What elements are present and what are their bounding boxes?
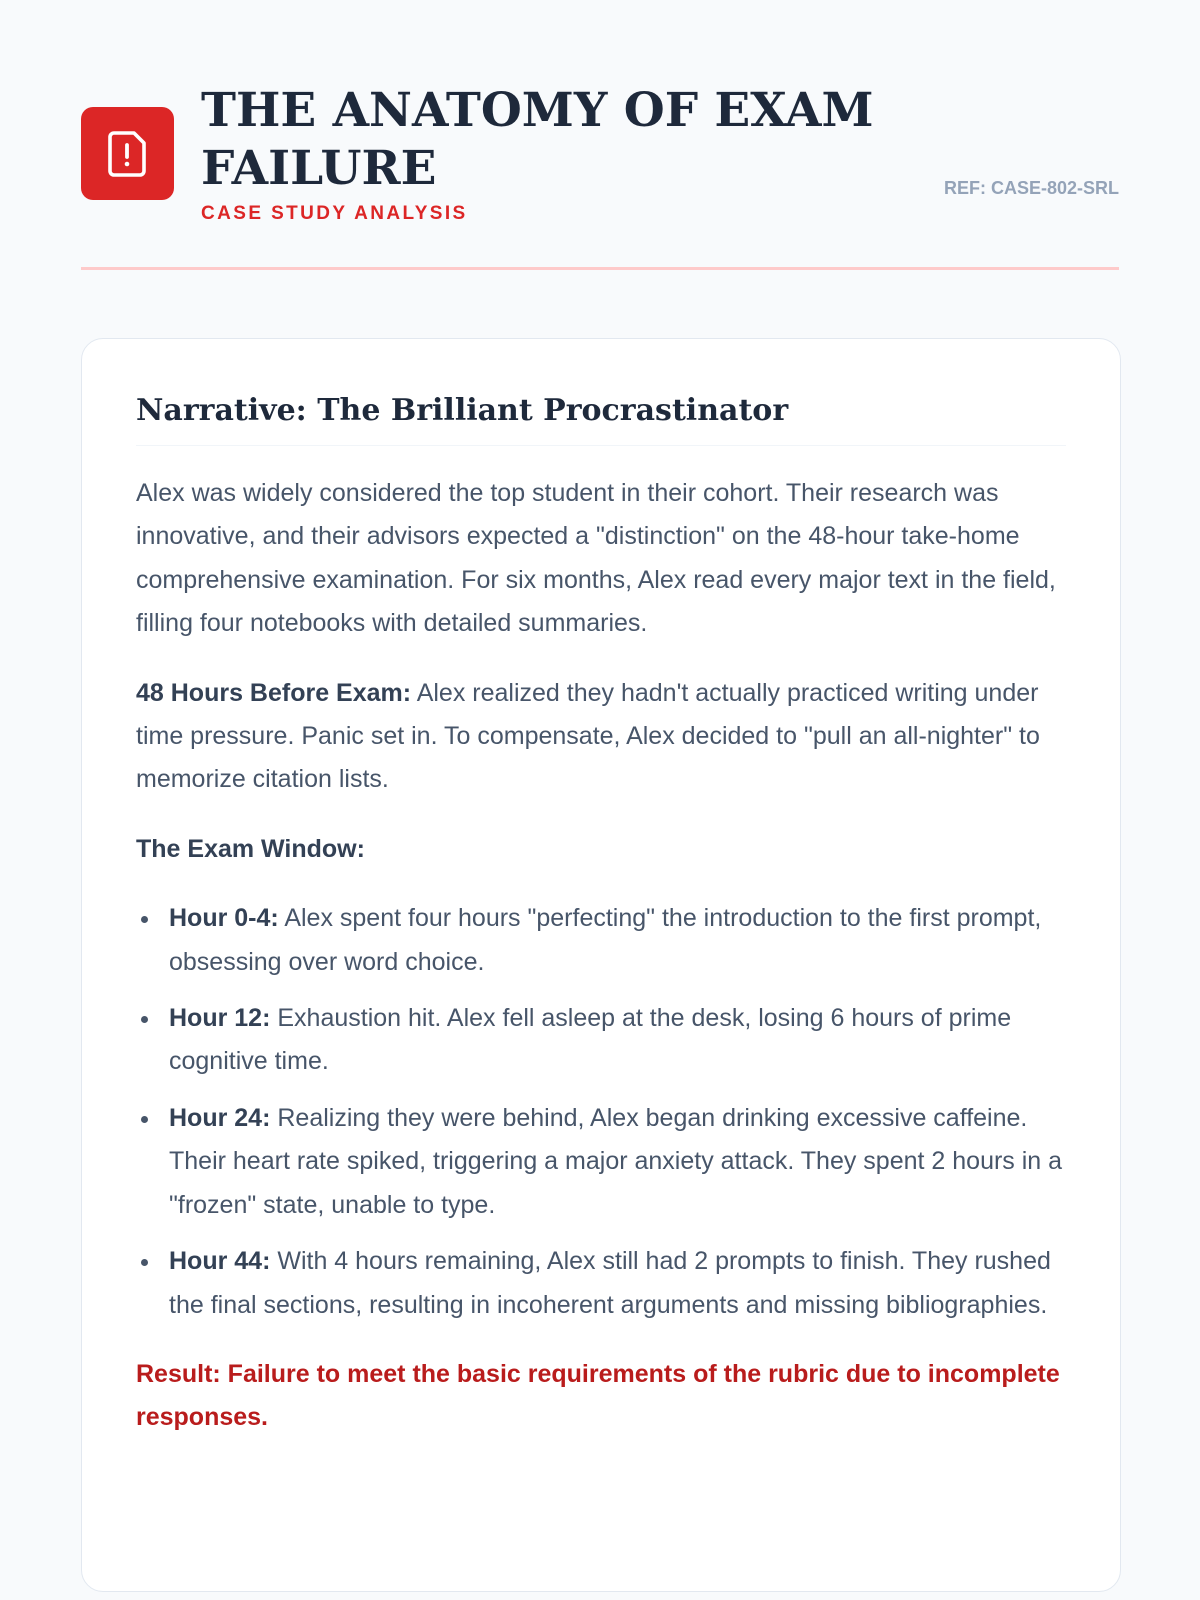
timeline-item-label: Hour 44: (169, 1247, 271, 1276)
bullet-icon (141, 1259, 148, 1266)
file-alert-icon (81, 107, 174, 200)
bullet-icon (141, 1016, 148, 1023)
bullet-icon (141, 1116, 148, 1123)
before-exam-paragraph (136, 672, 1066, 802)
timeline-item (136, 1097, 1066, 1227)
timeline-item-label: Hour 24: (169, 1103, 271, 1132)
timeline-item-text: Alex spent four hours "perfecting" the introduction to the first prompt, obsessing over word choice. (169, 904, 1042, 976)
file-alert-icon-glyph (106, 130, 150, 178)
timeline-item-label: Hour 0-4: (169, 904, 279, 933)
narrative-title: Narrative: The Brilliant Procrastinator (136, 391, 1066, 446)
timeline-item (136, 997, 1066, 1084)
case-reference: REF: CASE-802-SRL (943, 178, 1119, 198)
page-header (81, 0, 1119, 270)
page-title: THE ANATOMY OF EXAM FAILURE (201, 83, 874, 196)
timeline-item (136, 1240, 1066, 1327)
timeline-item (136, 897, 1066, 984)
timeline-item-text: Realizing they were behind, Alex began drinking excessive caffeine. Their heart rate spiked, triggering a major anxiety attack. They spent 2 hours in a "frozen" state, unable to type. (169, 1103, 1063, 1219)
timeline-item-label: Hour 12: (169, 1004, 271, 1033)
result-statement: Result: Failure to meet the basic requirements of the rubric due to incomplete responses. (136, 1359, 1060, 1432)
exam-window-label: The Exam Window: (136, 834, 365, 863)
narrative-card (81, 338, 1121, 1592)
before-exam-text: Alex realized they hadn't actually practiced writing under time pressure. Panic set in. To compensate, Alex decided to "pull an all-nighter" to memorize citation lists. (136, 678, 1040, 794)
before-exam-label: 48 Hours Before Exam: (136, 678, 412, 707)
bullet-icon (141, 916, 148, 923)
timeline-item-text: Exhaustion hit. Alex fell asleep at the desk, losing 6 hours of prime cognitive time. (169, 1004, 1012, 1076)
exam-timeline (136, 897, 1066, 1327)
page-subtitle: CASE STUDY ANALYSIS (201, 203, 468, 224)
timeline-item-text: With 4 hours remaining, Alex still had 2 prompts to finish. They rushed the final sections, resulting in incoherent arguments and missing bibliographies. (169, 1247, 1051, 1319)
narrative-intro: Alex was widely considered the top student in their cohort. Their research was innovative, and their advisors expected a "distinction" on the 48-hour take-home comprehensive examination. For six months, Alex read every major text in the field, filling four notebooks with detailed summaries. (136, 479, 1056, 638)
